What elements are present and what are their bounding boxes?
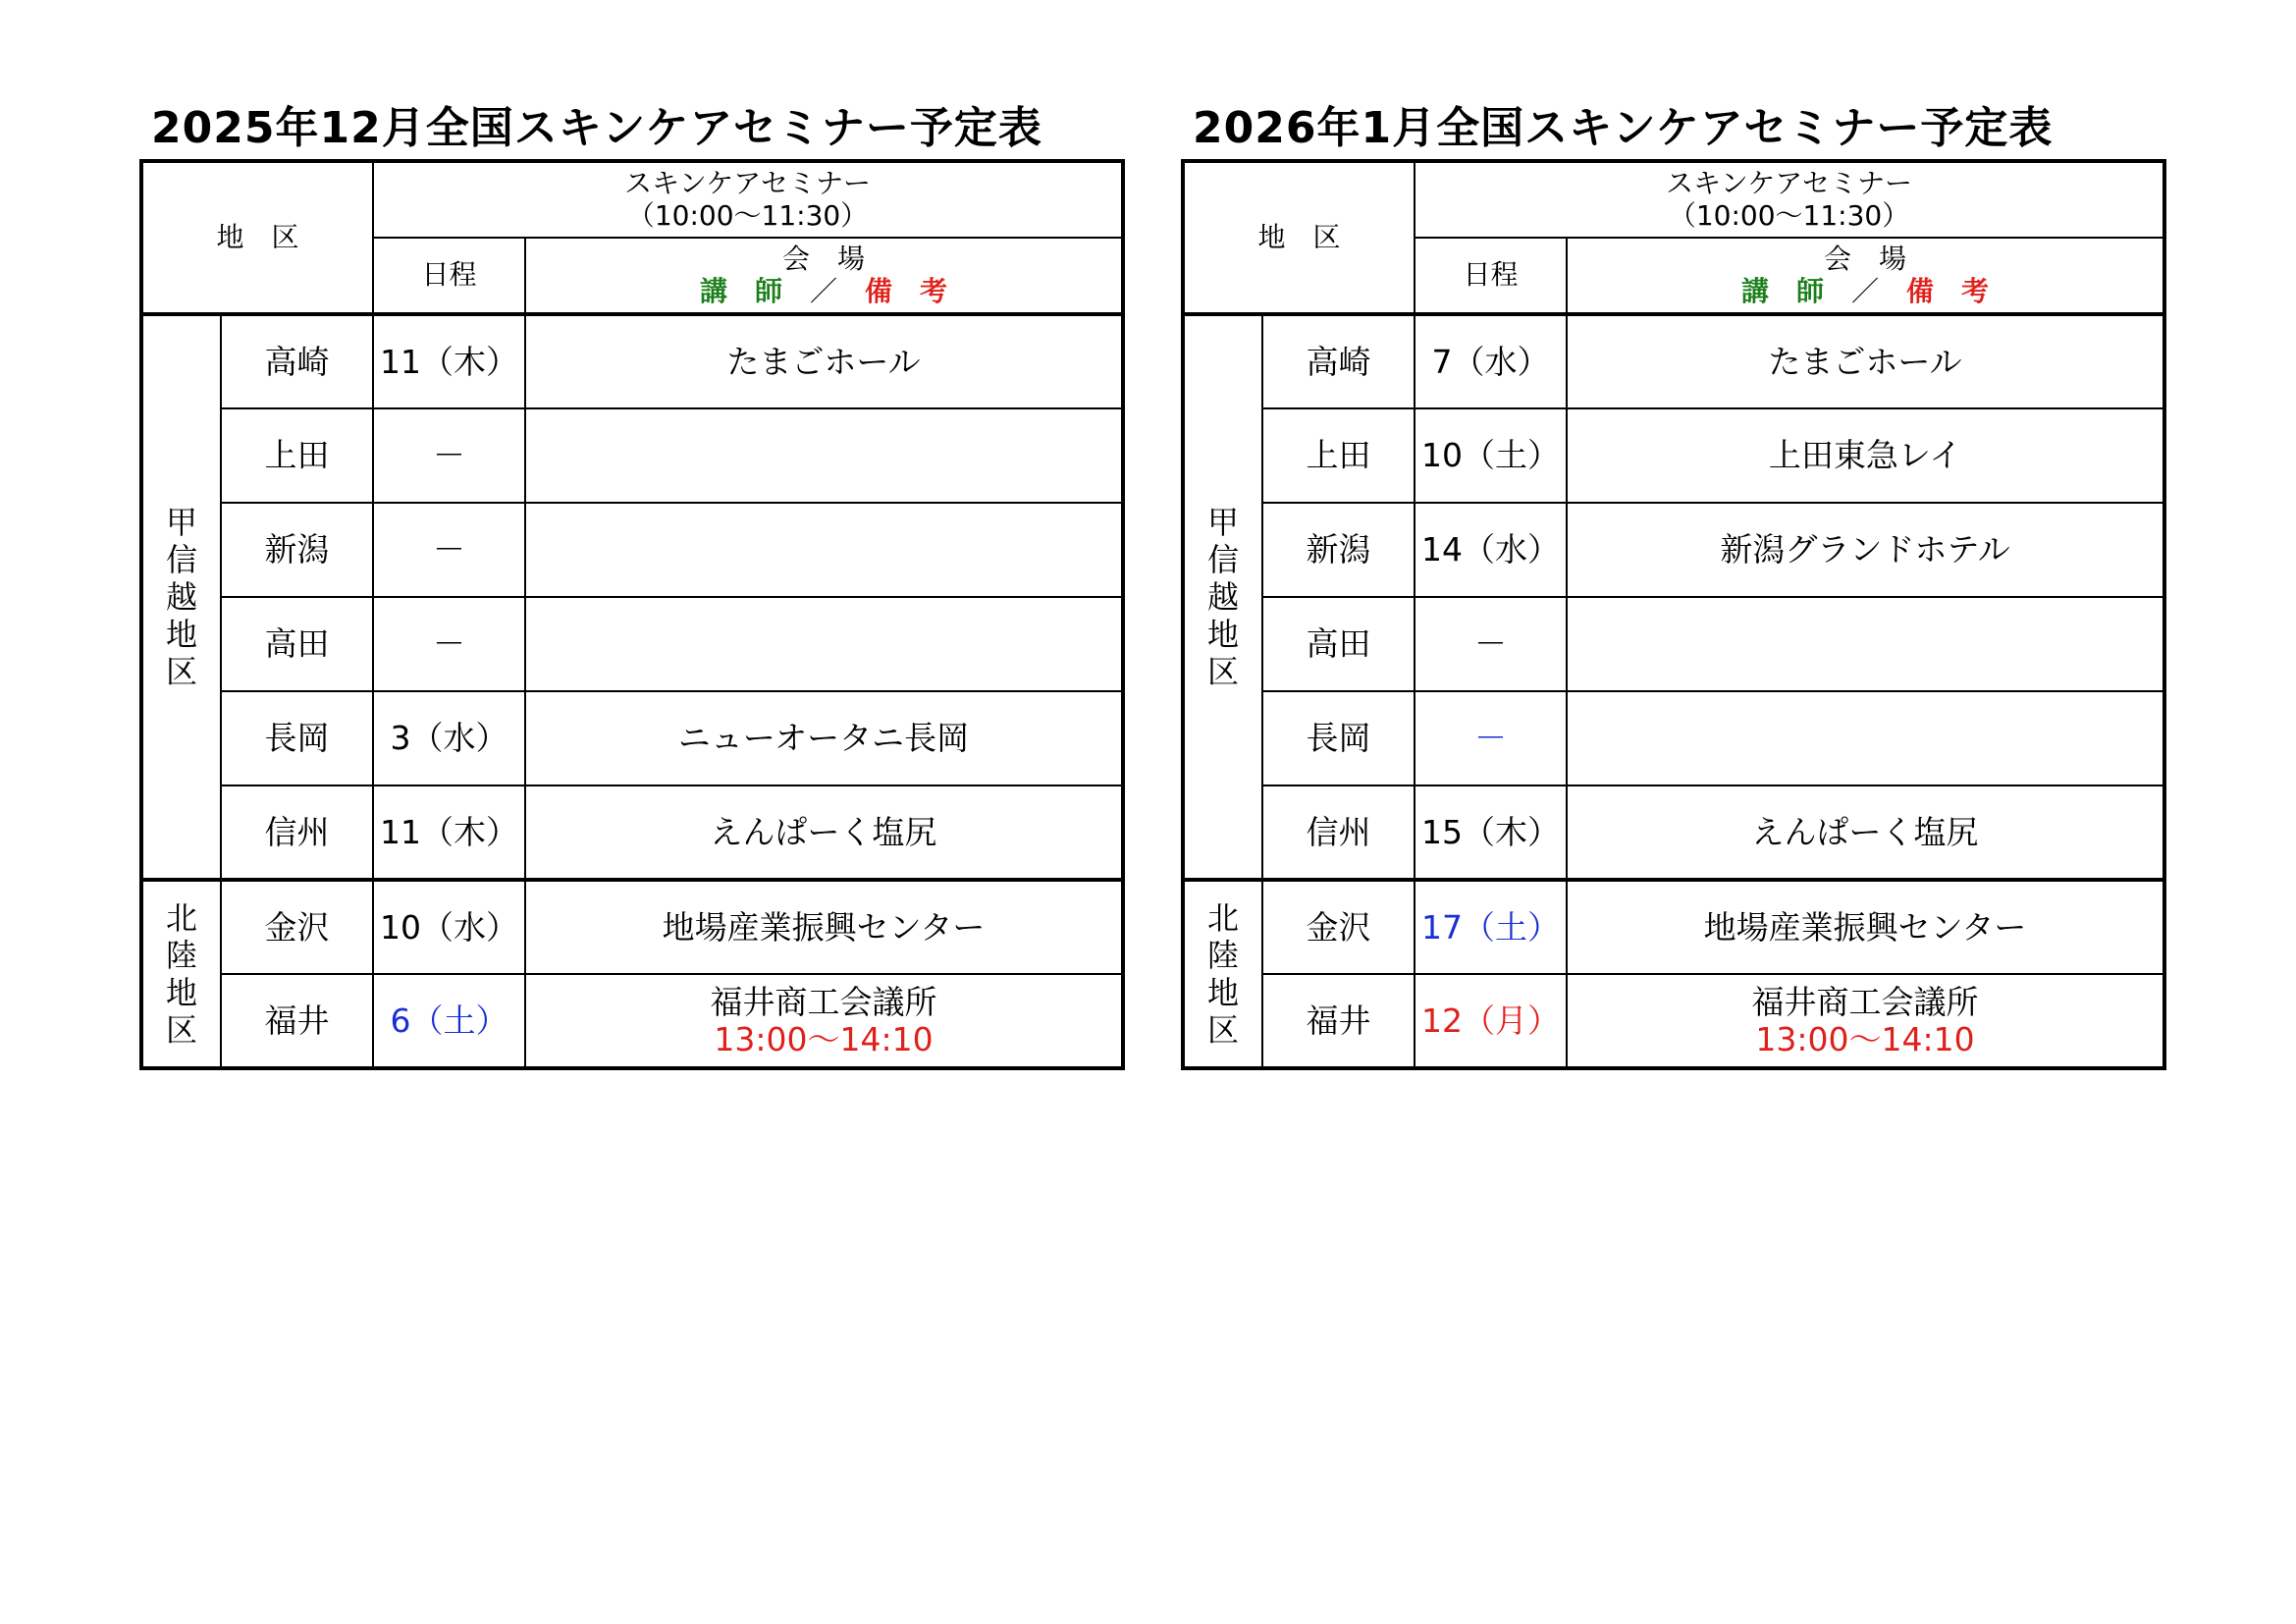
date-cell: 11（木） bbox=[373, 785, 525, 880]
venue-cell: 地場産業振興センター bbox=[525, 880, 1123, 974]
schedule-january-2026 bbox=[1181, 98, 2163, 1070]
date-header: 日程 bbox=[1415, 238, 1567, 314]
venue-cell: 地場産業振興センター bbox=[1567, 880, 2164, 974]
venue-cell: ニューオータニ長岡 bbox=[525, 691, 1123, 785]
schedule-december-2025 bbox=[139, 98, 1121, 1070]
city-cell: 高崎 bbox=[221, 314, 373, 408]
venue-cell: 新潟グランドホテル bbox=[1567, 503, 2164, 597]
venue-cell bbox=[525, 408, 1123, 503]
city-cell: 長岡 bbox=[221, 691, 373, 785]
schedule-table bbox=[1181, 159, 2166, 1070]
city-cell: 信州 bbox=[1262, 785, 1415, 880]
venue-header: 会 場 講 師 ／ 備 考 bbox=[525, 238, 1123, 314]
city-cell: 高崎 bbox=[1262, 314, 1415, 408]
area-header: 地 区 bbox=[1183, 161, 1415, 314]
date-cell: 12（月） bbox=[1415, 974, 1567, 1068]
city-cell: 高田 bbox=[1262, 597, 1415, 691]
region-koshinetsu: 甲 信 越 地 区 bbox=[141, 314, 221, 880]
date-cell: 7（水） bbox=[1415, 314, 1567, 408]
date-cell: 6（土） bbox=[373, 974, 525, 1068]
city-cell: 福井 bbox=[221, 974, 373, 1068]
date-cell: 10（水） bbox=[373, 880, 525, 974]
venue-cell: 福井商工会議所 13:00～14:10 bbox=[525, 974, 1123, 1068]
date-cell: 14（水） bbox=[1415, 503, 1567, 597]
seminar-header: スキンケアセミナー （10:00～11:30） bbox=[1415, 161, 2164, 238]
date-cell: － bbox=[1415, 597, 1567, 691]
region-hokuriku: 北 陸 地 区 bbox=[1183, 880, 1262, 1068]
venue-note: 13:00～14:10 bbox=[714, 1019, 934, 1058]
date-cell: － bbox=[373, 597, 525, 691]
city-cell: 上田 bbox=[221, 408, 373, 503]
city-cell: 福井 bbox=[1262, 974, 1415, 1068]
schedule-title: 2026年1月全国スキンケアセミナー予定表 bbox=[1193, 103, 2054, 153]
city-cell: 長岡 bbox=[1262, 691, 1415, 785]
schedule-table bbox=[139, 159, 1125, 1070]
venue-cell: えんぱーく塩尻 bbox=[525, 785, 1123, 880]
city-cell: 金沢 bbox=[1262, 880, 1415, 974]
date-cell: 3（水） bbox=[373, 691, 525, 785]
city-cell: 上田 bbox=[1262, 408, 1415, 503]
date-cell: － bbox=[373, 503, 525, 597]
city-cell: 信州 bbox=[221, 785, 373, 880]
venue-cell: 上田東急レイ bbox=[1567, 408, 2164, 503]
city-cell: 新潟 bbox=[221, 503, 373, 597]
date-cell: 11（木） bbox=[373, 314, 525, 408]
seminar-header: スキンケアセミナー （10:00～11:30） bbox=[373, 161, 1123, 238]
city-cell: 新潟 bbox=[1262, 503, 1415, 597]
venue-cell: たまごホール bbox=[525, 314, 1123, 408]
venue-cell: たまごホール bbox=[1567, 314, 2164, 408]
date-cell: 15（木） bbox=[1415, 785, 1567, 880]
venue-header: 会 場 講 師 ／ 備 考 bbox=[1567, 238, 2164, 314]
venue-cell bbox=[1567, 691, 2164, 785]
region-koshinetsu: 甲 信 越 地 区 bbox=[1183, 314, 1262, 880]
venue-cell bbox=[525, 503, 1123, 597]
venue-cell bbox=[1567, 597, 2164, 691]
date-cell: 17（土） bbox=[1415, 880, 1567, 974]
venue-cell: 福井商工会議所 13:00～14:10 bbox=[1567, 974, 2164, 1068]
date-cell: － bbox=[373, 408, 525, 503]
city-cell: 金沢 bbox=[221, 880, 373, 974]
venue-cell bbox=[525, 597, 1123, 691]
venue-cell: えんぱーく塩尻 bbox=[1567, 785, 2164, 880]
city-cell: 高田 bbox=[221, 597, 373, 691]
venue-note: 13:00～14:10 bbox=[1755, 1019, 1975, 1058]
date-cell: 10（土） bbox=[1415, 408, 1567, 503]
region-hokuriku: 北 陸 地 区 bbox=[141, 880, 221, 1068]
date-cell: － bbox=[1415, 691, 1567, 785]
area-header: 地 区 bbox=[141, 161, 373, 314]
schedule-title: 2025年12月全国スキンケアセミナー予定表 bbox=[151, 103, 1042, 153]
date-header: 日程 bbox=[373, 238, 525, 314]
